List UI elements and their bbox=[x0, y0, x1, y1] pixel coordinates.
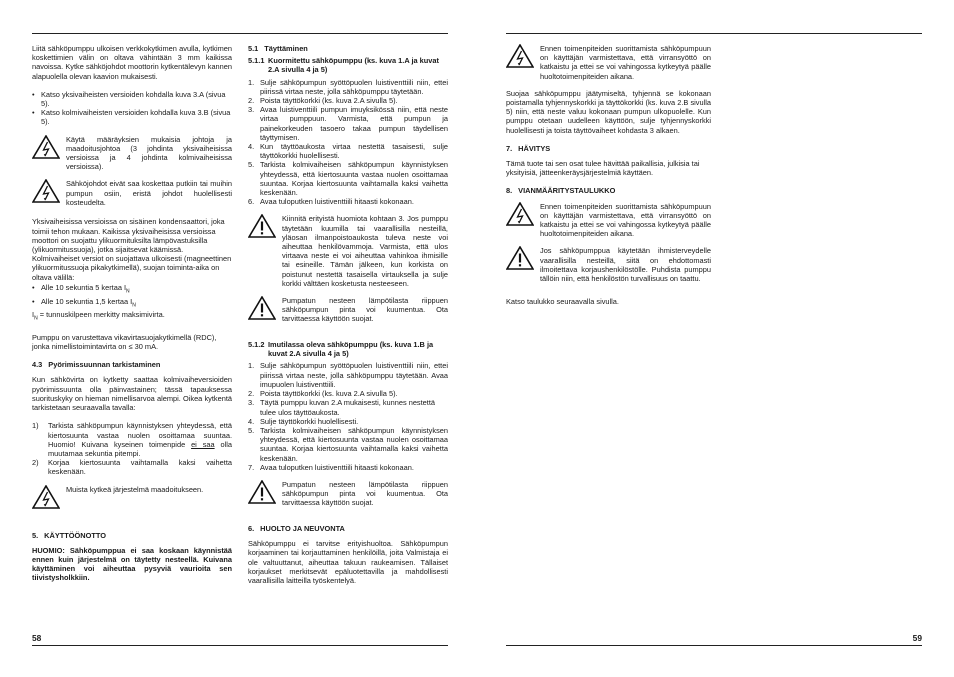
warning-block: Ennen toimenpiteiden suorittamista sähköpumpuun on käyttäjän varmistettava, että virransyöttö on katkaistu ja ettei se voi vahingossa kytkeytyä päälle huoltotoimenpiteiden aikana. bbox=[506, 202, 711, 239]
list-item: 2) Korjaa kiertosuunta vaihtamalla kaksi vaihetta keskenään. bbox=[32, 458, 232, 477]
list-item: • Katso kolmivaiheisten versioiden kohdalla kuva 3.B (sivua 5). bbox=[32, 108, 231, 127]
electric-hazard-icon bbox=[506, 202, 540, 232]
section-heading-6: 6. HUOLTO JA NEUVONTA bbox=[248, 523, 345, 533]
rdc-paragraph: Pumppu on varustettava vikavirtasuojakytkimellä (RDC), jonka nimellistoimintavirta on ≤ 30 mA. bbox=[32, 332, 217, 352]
wiring-bullet-list bbox=[32, 90, 232, 127]
section-heading-7: 7. HÄVITYS bbox=[506, 143, 551, 153]
list-item: 7. Avaa tuloputken luistiventtiili hitaasti kokonaan. bbox=[248, 462, 414, 472]
bottom-rule bbox=[506, 645, 922, 646]
list-item: 2. Poista täyttökorkki (ks. kuva 2.A sivulla 5). bbox=[248, 389, 398, 399]
list-item: • Alle 10 sekuntia 5 kertaa $I_N$ bbox=[32, 282, 130, 295]
section-heading-4-3: 4.3 Pyörimissuunnan tarkistaminen bbox=[32, 360, 161, 370]
table-reference-paragraph: Katso taulukko seuraavalla sivulla. bbox=[506, 297, 619, 307]
warning-block: Muista kytkeä järjestelmä maadoitukseen. bbox=[32, 485, 232, 515]
protection-paragraph: Yksivaiheisissa versioissa on sisäinen kondensaattori, joka toimii tehon mukaan. Kaikissa yksivaiheisissa versioissa moottori on suojattu ylikuormituksilta lämpövastuksilla (ylikuormitussuoja), jotka sijaitsevat käämissä. Kolmivaiheiset versiot on suojattava ulkoisesti (magneettinen ylikuormitussuoja pikakytkimellä), suojan toiminta-aika on oltava välillä: bbox=[32, 217, 232, 282]
section-heading-5: 5. KÄYTTÖÖNOTTO bbox=[32, 530, 107, 540]
section-heading-5-1-1: 5.1.1 Kuormitettu sähköpumppu (ks. kuva 1.A ja kuvat 2.A sivulla 4 ja 5) bbox=[248, 56, 439, 75]
rotation-steps-list bbox=[32, 421, 232, 476]
column-1 bbox=[32, 44, 232, 592]
startup-warning-paragraph: HUOMIO: Sähköpumppua ei saa koskaan käynnistää ennen kuin järjestelmä on täytetty nesteellä. Kuivana käyttäminen voi aiheuttaa pysyviä vaurioita sen tiivistysholkkiin. bbox=[32, 545, 232, 583]
page-right bbox=[477, 0, 954, 677]
warning-block: Käytä määräyksien mukaisia johtoja ja maadoitusjohtoa (3 johdinta yksivaiheisissa versioissa ja 4 johdinta kolmivaiheisissa versioissa). bbox=[32, 135, 232, 172]
section-heading-5-1-2: 5.1.2 Imutilassa oleva sähköpumppu (ks. kuva 1.B ja kuvat 2.A sivulla 4 ja 5) bbox=[248, 340, 434, 359]
section-heading-5-1: 5.1 Täyttäminen bbox=[248, 44, 308, 53]
column-2 bbox=[248, 44, 448, 594]
suction-steps-list bbox=[248, 361, 448, 471]
list-item: • Alle 10 sekuntia 1,5 kertaa $I_N$ bbox=[32, 296, 136, 308]
protection-limits-list bbox=[32, 283, 232, 310]
list-item: 5. Tarkista kolmivaiheisen sähköpumpun käynnistyksen yhteydessä, että kiertosuunta vastaa nuolen osoittamaa suuntaa. Korjaa kiertosuunta vaihtamalla kaksi vaihetta keskenään. bbox=[248, 160, 448, 198]
warning-block: Jos sähköpumppua käytetään ihmisterveydelle vaarallisilla nesteillä, siitä on ehdottomasti ilmoitettava korjaushenkilöstölle. Puhdista pumppu tällöin niin, että henkilöstön turvallisuus on taattu. bbox=[506, 246, 711, 283]
list-item: 3. Avaa luistiventtiili pumpun imuyksikössä niin, että neste virtaa pumppuun. Varmista, että pumpun ja painekorkeuden tasoero takaa pumpun täydellisen täyttymisen. bbox=[248, 105, 448, 142]
top-rule bbox=[32, 33, 448, 34]
warning-block: Pumpatun nesteen lämpötilasta riippuen sähköpumpun pinta voi kuumentua. Ota tarvittaessa käyttöön suojat. bbox=[248, 296, 448, 326]
list-item: 2. Poista täyttökorkki (ks. kuva 2.A sivulla 5). bbox=[248, 96, 398, 106]
list-item: • Katso yksivaiheisten versioiden kohdalla kuva 3.A (sivua 5). bbox=[32, 89, 226, 109]
list-item: 3. Täytä pumppu kuvan 2.A mukaisesti, kunnes nestettä tulee ulos täyttöaukosta. bbox=[248, 398, 436, 417]
rotation-paragraph: Kun sähkövirta on kytketty saattaa kolmivaiheversioiden pyörimissuunta olla päinvastainen; tässä tapauksessa suorituskyky on hieman nimellisarvoa alempi. Oikea kytkentä tarkistetaan seuraavalla tavalla: bbox=[32, 375, 232, 413]
warning-icon bbox=[248, 480, 282, 510]
list-item: 1. Sulje sähköpumpun syöttöpuolen luistiventtiili niin, ettei piirissä virtaa neste, jolla sähköpumppu täytetään. Avaa imupuolen luistiventtiili. bbox=[248, 361, 448, 389]
page-number: 59 bbox=[912, 633, 922, 643]
electric-hazard-icon bbox=[32, 485, 66, 515]
section-heading-8: 8. VIANMÄÄRITYSTAULUKKO bbox=[506, 186, 616, 196]
filling-steps-list bbox=[248, 78, 448, 207]
service-paragraph: Sähköpumppu ei tarvitse erityishuoltoa. Sähköpumpun korjaaminen tai korjauttaminen henkilöillä, joita Valmistaja ei ole valtuuttanut, aiheuttaa takuun raukeamisen. Tällaiset korjaukset merkitsevät epäluotettavilla ja mahdollisesti vaarallisilla laitteilla työskentelyä. bbox=[248, 539, 448, 585]
list-item: 6. Avaa tuloputken luistiventtiili hitaasti kokonaan. bbox=[248, 197, 414, 207]
warning-block: Pumpatun nesteen lämpötilasta riippuen sähköpumpun pinta voi kuumentua. Ota tarvittaessa käyttöön suojat. bbox=[248, 480, 448, 510]
page-number: 58 bbox=[32, 633, 42, 643]
disposal-paragraph: Tämä tuote tai sen osat tulee hävittää paikallisia, julkisia tai yksityisiä, jätteenkeräysjärjestelmiä käyttäen. bbox=[506, 159, 700, 178]
warning-icon bbox=[506, 246, 540, 276]
list-item: 1. Sulje sähköpumpun syöttöpuolen luistiventtiili niin, ettei piirissä virtaa neste, jolla sähköpumppu täytetään. bbox=[248, 77, 448, 96]
list-item: 1) Tarkista sähköpumpun käynnistyksen yhteydessä, että kiertosuunta vastaa nuolen osoittamaa suuntaa. Huomio! Kuivana kyseinen toimenpide ei saa olla muutamaa sekuntia pitempi. bbox=[32, 421, 232, 458]
warning-block: Sähköjohdot eivät saa koskettaa putkiin tai muihin pumpun osiin, eristä johdot huolellisesti kosteudelta. bbox=[32, 179, 232, 209]
electric-hazard-icon bbox=[506, 44, 540, 74]
column-3 bbox=[506, 44, 711, 315]
warning-block: Kiinnitä erityistä huomiota kohtaan 3. Jos pumppu täytetään kuumilla tai vaarallisilla nesteillä, yläosan ilmanpoistoaukosta tuleva neste voi aiheuttaa henkilövammoja. Varmista, että ulos virtaava neste ei voi aiheuttaa vahinkoa ihmisille tai esineille. Tämän jälkeen, kun korkista on poistunut nestettä tasaisella virtauksella ja sulje korkki välttäen kosketusta nesteeseen. bbox=[248, 214, 448, 288]
nominal-current-note: $I_N$ = tunnuskilpeen merkitty maksimivirta. bbox=[32, 310, 165, 322]
warning-icon bbox=[248, 214, 282, 244]
electric-hazard-icon bbox=[32, 135, 66, 165]
list-item: 4. Kun täyttöaukosta virtaa nestettä tasaisesti, sulje täyttökorkki huolellisesti. bbox=[248, 142, 448, 161]
intro-paragraph: Liitä sähköpumppu ulkoisen verkkokytkimen avulla, kytkimen koskettimien välin on oltava vähintään 3 mm kaikissa navoissa. Kytke sähköjohdot moottorin kytkentälevyn kannen alapuolella olevan kaavion mukaisesti. bbox=[32, 44, 232, 81]
warning-icon bbox=[248, 296, 282, 326]
list-item: 4. Sulje täyttökorkki huolellisesti. bbox=[248, 416, 359, 426]
frost-paragraph: Suojaa sähköpumppu jäätymiseltä, tyhjennä se kokonaan poistamalla tyhjennyskorkki ja täyttökorkki (ks. kuva 2.B sivulla 5) niin, että neste valuu kokonaan pumpun ulkopuolelle. Kun pumppu otetaan uudelleen käyttöön, sulje tyhjennyskorkki huolellisesti ja toista täyttövaiheet kohdasta 3 alkaen. bbox=[506, 88, 711, 135]
bottom-rule bbox=[32, 645, 448, 646]
warning-block: Ennen toimenpiteiden suorittamista sähköpumpuun on käyttäjän varmistettava, että virransyöttö on katkaistu ja ettei se voi vahingossa kytkeytyä päälle huoltotoimenpiteiden aikana. bbox=[506, 44, 711, 81]
top-rule bbox=[506, 33, 922, 34]
electric-hazard-icon bbox=[32, 179, 66, 209]
list-item: 5. Tarkista kolmivaiheisen sähköpumpun käynnistyksen yhteydessä, että kiertosuunta vastaa nuolen osoittamaa suuntaa. Korjaa kiertosuunta vaihtamalla kaksi vaihetta keskenään. bbox=[248, 425, 448, 463]
